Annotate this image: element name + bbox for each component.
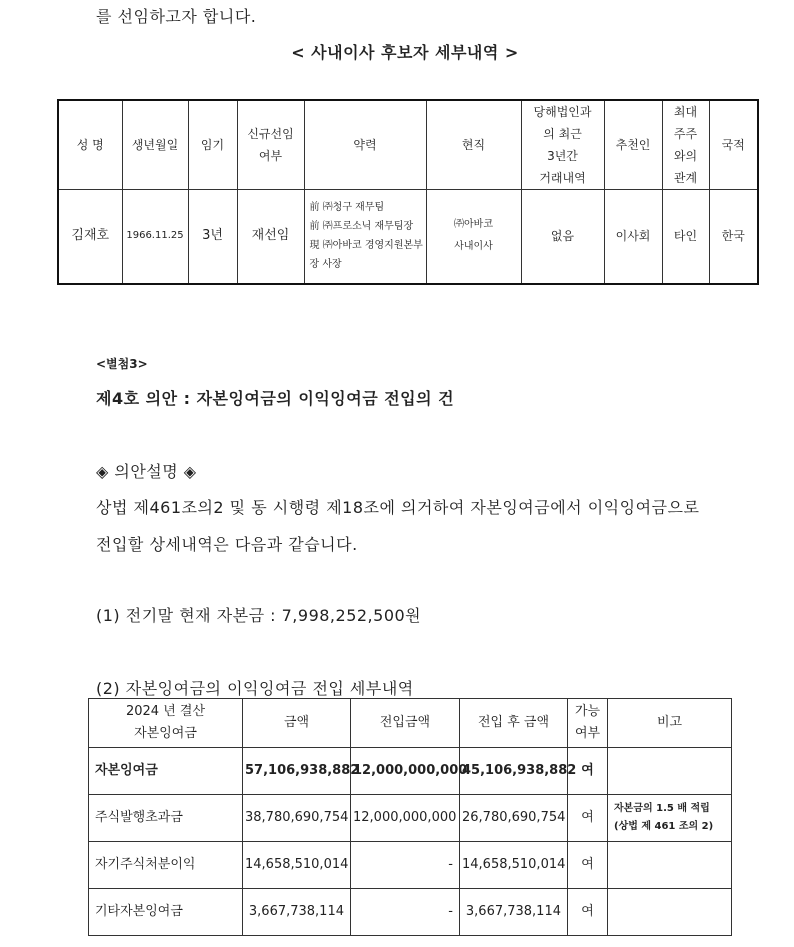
agenda-title: 제4호 의안 : 자본잉여금의 이익잉여금 전입의 건 [96,389,455,408]
header-recommender: 추천인 [604,100,662,190]
candidate-name: 김재호 [58,190,122,284]
header-transactions: 당해법인과 의 최근 3년간 거래내역 [521,100,604,190]
table-row: 기타자본잉여금 3,667,738,114 - 3,667,738,114 여 [89,889,732,936]
transfer-table-header [89,699,732,748]
candidate-transactions: 없음 [521,190,604,284]
candidate-table-title: < 사내이사 후보자 세부내역 > [291,43,519,62]
table-row: 자기주식처분이익 14,658,510,014 - 14,658,510,014 여 [89,842,732,889]
capital-item: (1) 전기말 현재 자본금 : 7,998,252,500원 [96,606,422,625]
header-availability: 가능 여부 [568,699,608,748]
header-after: 전입 후 금액 [460,699,568,748]
candidate-table-header [58,100,758,190]
header-current: 현직 [426,100,521,190]
explanation-line: 전입할 상세내역은 다음과 같습니다. [96,535,358,554]
header-name: 성 명 [58,100,122,190]
header-new-appointment: 신규선임 여부 [237,100,304,190]
header-nationality: 국적 [709,100,758,190]
intro-text: 를 선임하고자 합니다. [96,7,257,26]
candidate-career: 前 ㈜청구 재무팀 前 ㈜프로소닉 재무팀장 現 ㈜아바코 경영지원본부장 사장 [304,190,426,284]
attachment-label: <별첨3> [96,357,148,371]
candidate-current: ㈜아바코 사내이사 [426,190,521,284]
candidate-birth: 1966.11.25 [122,190,188,284]
candidate-recommender: 이사회 [604,190,662,284]
table-row: 자본잉여금 57,106,938,882 12,000,000,000 45,106,938,882 여 [89,748,732,795]
header-amount: 금액 [243,699,351,748]
candidate-term: 3년 [188,190,237,284]
header-transfer: 전입금액 [351,699,460,748]
header-career: 약력 [304,100,426,190]
header-note: 비고 [608,699,732,748]
candidate-nationality: 한국 [709,190,758,284]
explanation-line: 상법 제461조의2 및 동 시행령 제18조에 의거하여 자본잉여금에서 이익잉여금으로 [96,498,700,517]
candidate-relation: 타인 [662,190,709,284]
table-row: 주식발행초과금 38,780,690,754 12,000,000,000 26,780,690,754 여 자본금의 1.5 배 적립 (상법 제 461 조의 2) [89,795,732,842]
explanation-heading: ◈ 의안설명 ◈ [96,462,197,481]
header-relation: 최대 주주 와의 관계 [662,100,709,190]
transfer-table [88,698,732,936]
transfer-item: (2) 자본잉여금의 이익잉여금 전입 세부내역 [96,679,414,698]
candidate-table [57,99,759,285]
header-birth: 생년월일 [122,100,188,190]
header-term: 임기 [188,100,237,190]
table-row [58,190,758,284]
header-surplus: 2024 년 결산 자본잉여금 [89,699,243,748]
candidate-new: 재선임 [237,190,304,284]
